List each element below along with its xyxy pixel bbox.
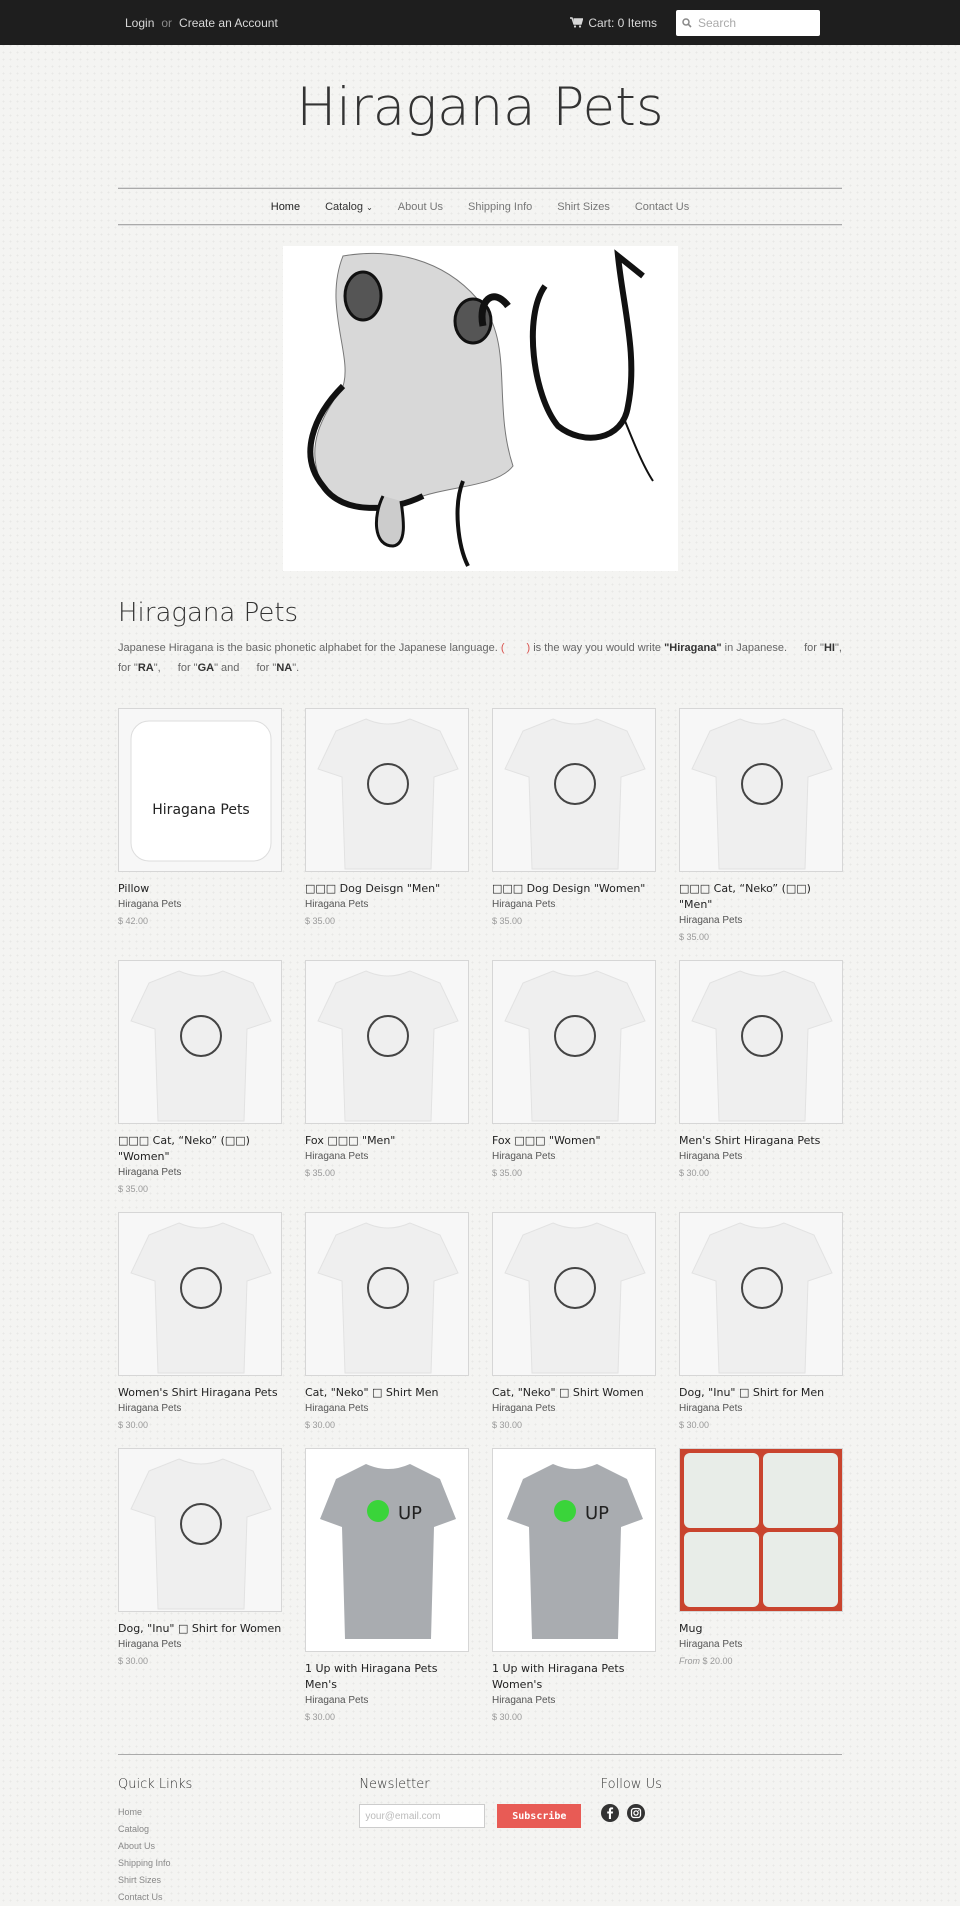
product-image[interactable] [118, 1448, 282, 1612]
product-name[interactable]: Women's Shirt Hiragana Pets [118, 1386, 278, 1399]
product-card[interactable] [118, 1212, 282, 1430]
search-icon [682, 18, 692, 28]
product-card[interactable] [305, 1448, 469, 1722]
nav-catalog[interactable] [325, 201, 373, 213]
nav-shirt-sizes[interactable]: Shirt Sizes [557, 200, 610, 213]
product-vendor: Hiragana Pets [118, 1403, 182, 1414]
product-image[interactable] [492, 1212, 656, 1376]
account-links [125, 16, 278, 30]
product-price: $ 30.00 [118, 1656, 149, 1666]
product-price: $ 30.00 [305, 1420, 336, 1430]
product-card[interactable] [492, 960, 656, 1194]
product-price: $ 35.00 [118, 1184, 149, 1194]
product-vendor: Hiragana Pets [305, 899, 369, 910]
product-card[interactable] [118, 960, 282, 1194]
svg-text:Hiragana Pets: Hiragana Pets [152, 802, 250, 818]
product-image[interactable] [492, 1448, 656, 1652]
or-text: or [161, 15, 173, 30]
follow-us-title: Follow Us [600, 1777, 662, 1792]
footer-link-shipping-info[interactable]: Shipping Info [118, 1858, 171, 1868]
product-vendor: Hiragana Pets [118, 1639, 182, 1650]
subscribe-button[interactable]: Subscribe [497, 1804, 581, 1828]
newsletter [359, 1777, 600, 1906]
footer-link-catalog[interactable]: Catalog [118, 1824, 150, 1834]
product-price: $ 35.00 [305, 916, 336, 926]
product-price: $ 35.00 [305, 1168, 336, 1178]
product-name[interactable]: Mug [679, 1622, 703, 1635]
product-name[interactable]: Dog, "Inu" □ Shirt for Men [679, 1386, 825, 1399]
footer-link-contact-us[interactable]: Contact Us [118, 1892, 163, 1902]
product-card[interactable] [679, 1212, 843, 1430]
product-vendor: Hiragana Pets [679, 1639, 743, 1650]
product-vendor: Hiragana Pets [118, 1167, 182, 1178]
product-price: $ 42.00 [118, 916, 149, 926]
hero-image [283, 246, 678, 571]
product-image[interactable] [305, 960, 469, 1124]
nav-catalog-label: Catalog [325, 200, 364, 213]
cart-label: Cart: 0 Items [588, 15, 657, 30]
nav-home[interactable]: Home [270, 200, 301, 213]
product-vendor: Hiragana Pets [679, 1403, 743, 1414]
product-card[interactable] [118, 708, 282, 942]
product-price: From $ 20.00 [679, 1656, 733, 1666]
product-name[interactable]: Cat, "Neko" □ Shirt Men [305, 1386, 439, 1399]
product-price: $ 30.00 [118, 1420, 149, 1430]
product-card[interactable] [492, 1448, 656, 1722]
create-account-link[interactable]: Create an Account [179, 15, 278, 30]
product-name[interactable]: □□□ Dog Design "Women" [492, 882, 646, 895]
product-price: $ 30.00 [492, 1420, 523, 1430]
quick-links-title: Quick Links [118, 1777, 193, 1792]
product-card[interactable] [492, 1212, 656, 1430]
product-card[interactable] [679, 1448, 843, 1722]
product-name[interactable]: Pillow [118, 882, 150, 895]
newsletter-title: Newsletter [359, 1777, 430, 1792]
footer-link-shirt-sizes[interactable]: Shirt Sizes [118, 1875, 162, 1885]
footer-link-about-us[interactable]: About Us [118, 1841, 156, 1851]
product-image[interactable] [492, 960, 656, 1124]
search-input[interactable] [698, 16, 808, 30]
product-image[interactable] [679, 1212, 843, 1376]
product-name[interactable]: □□□ Cat, “Neko” (□□) "Men" [679, 882, 811, 911]
product-vendor: Hiragana Pets [118, 899, 182, 910]
product-price: $ 35.00 [492, 1168, 523, 1178]
instagram-icon[interactable] [627, 1804, 645, 1822]
product-image[interactable] [118, 708, 282, 872]
product-vendor: Hiragana Pets [305, 1403, 369, 1414]
product-card[interactable] [118, 1448, 282, 1722]
product-price: $ 30.00 [492, 1712, 523, 1722]
product-price: $ 30.00 [679, 1168, 710, 1178]
product-price: $ 30.00 [679, 1420, 710, 1430]
product-card[interactable] [679, 708, 843, 942]
product-vendor: Hiragana Pets [492, 1151, 556, 1162]
product-name[interactable]: □□□ Cat, “Neko” (□□) "Women" [118, 1134, 250, 1163]
product-image[interactable] [679, 708, 843, 872]
product-name[interactable]: □□□ Dog Deisgn "Men" [305, 882, 441, 895]
product-image[interactable] [679, 1448, 843, 1612]
product-vendor: Hiragana Pets [679, 1151, 743, 1162]
product-name[interactable]: Fox □□□ "Men" [305, 1134, 396, 1147]
product-vendor: Hiragana Pets [305, 1695, 369, 1706]
intro-description: Japanese Hiragana is the basic phonetic alphabet for the Japanese language. ( ) is the way you would write "Hiragana" in Japanese. for "HI", for "RA", for "GA" and for "NA". [118, 642, 842, 674]
product-image[interactable] [118, 960, 282, 1124]
product-image[interactable] [118, 1212, 282, 1376]
login-link[interactable]: Login [125, 15, 155, 30]
cart-link[interactable] [570, 16, 657, 30]
dog-illustration [283, 246, 678, 571]
product-price: $ 35.00 [492, 916, 523, 926]
product-grid [118, 708, 842, 1740]
product-card[interactable] [492, 708, 656, 942]
svg-text:UP: UP [398, 1503, 423, 1524]
product-card[interactable] [305, 1212, 469, 1430]
product-image[interactable] [679, 960, 843, 1124]
nav-about-us[interactable]: About Us [397, 200, 444, 213]
product-price: $ 35.00 [679, 932, 710, 942]
chevron-down-icon: ⌄ [366, 202, 373, 212]
follow-us [601, 1777, 842, 1906]
product-name[interactable]: 1 Up with Hiragana Pets Men's [305, 1662, 438, 1691]
product-card[interactable] [305, 708, 469, 942]
product-name[interactable]: Fox □□□ "Women" [492, 1134, 601, 1147]
product-card[interactable] [305, 960, 469, 1194]
email-field[interactable] [359, 1804, 485, 1828]
product-name[interactable]: Cat, "Neko" □ Shirt Women [492, 1386, 644, 1399]
product-image[interactable] [305, 1212, 469, 1376]
product-name[interactable]: Dog, "Inu" □ Shirt for Women [118, 1622, 282, 1635]
product-vendor: Hiragana Pets [492, 899, 556, 910]
product-name[interactable]: 1 Up with Hiragana Pets Women's [492, 1662, 625, 1691]
product-image[interactable] [305, 1448, 469, 1652]
footer-link-home[interactable]: Home [118, 1807, 143, 1817]
cart-icon [570, 17, 583, 28]
main-nav [118, 188, 842, 225]
search-box [676, 10, 820, 36]
top-bar [0, 0, 960, 45]
product-image[interactable] [305, 708, 469, 872]
product-card[interactable] [679, 960, 843, 1194]
price-from-label: From [679, 1656, 700, 1666]
page-title: Hiragana Pets [118, 598, 299, 628]
nav-shipping-info[interactable]: Shipping Info [468, 200, 533, 213]
site-logo[interactable]: Hiragana Pets [296, 77, 664, 138]
quick-links [118, 1777, 359, 1906]
facebook-icon[interactable] [601, 1804, 619, 1822]
product-name[interactable]: Men's Shirt Hiragana Pets [679, 1134, 821, 1147]
product-image[interactable] [492, 708, 656, 872]
product-price: $ 30.00 [305, 1712, 336, 1722]
nav-contact-us[interactable]: Contact Us [634, 200, 690, 213]
product-vendor: Hiragana Pets [679, 915, 743, 926]
product-vendor: Hiragana Pets [305, 1151, 369, 1162]
svg-text:UP: UP [585, 1503, 610, 1524]
product-vendor: Hiragana Pets [492, 1695, 556, 1706]
product-vendor: Hiragana Pets [492, 1403, 556, 1414]
footer [118, 1754, 842, 1906]
